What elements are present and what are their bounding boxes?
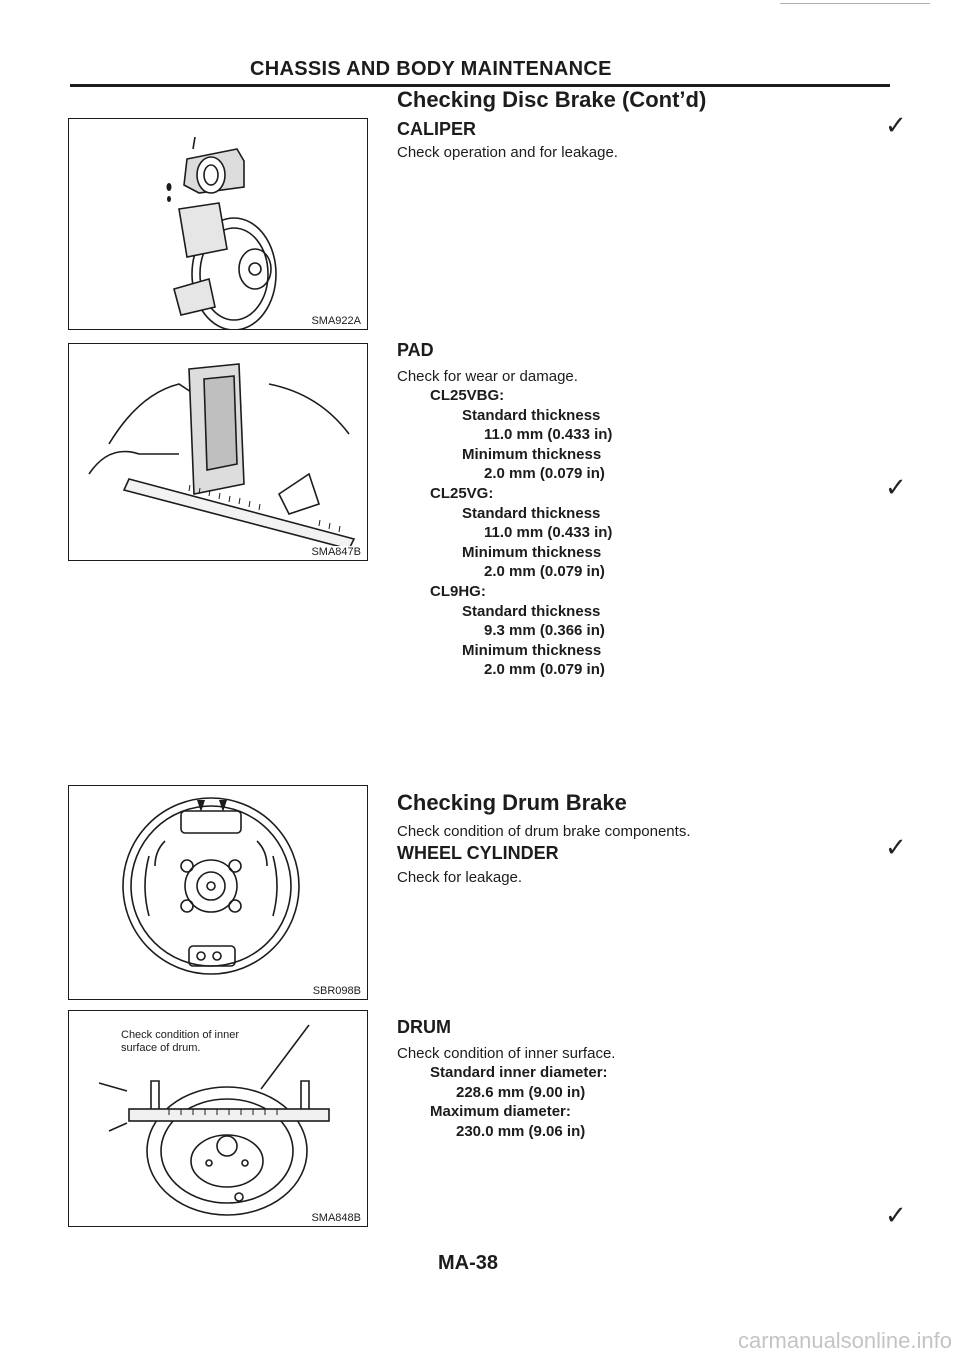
drum-brake-text: Check condition of drum brake components. [397, 823, 691, 840]
drum-spec-value: 228.6 mm (9.00 in) [456, 1083, 586, 1101]
spec-value: 2.0 mm (0.079 in) [484, 465, 605, 483]
spec-value: 11.0 mm (0.433 in) [484, 524, 613, 542]
spec-model-label: CL25VBG: [430, 387, 505, 404]
pad-measurement-illustration [69, 344, 367, 560]
check-tick-icon: ✓ [885, 110, 907, 140]
disc-brake-title: Checking Disc Brake (Cont’d) [397, 87, 707, 112]
figure-pad [68, 343, 368, 561]
figure-backing-plate [68, 785, 368, 1000]
pad-heading: PAD [397, 340, 434, 360]
page-number: MA-38 [438, 1252, 499, 1274]
caliper-illustration [69, 119, 367, 329]
drum-spec-label: Standard inner diameter: [430, 1064, 608, 1081]
check-tick-icon: ✓ [885, 832, 907, 862]
spec-value: 9.3 mm (0.366 in) [484, 622, 605, 640]
drum-brake-title: Checking Drum Brake [397, 790, 627, 815]
spec-model-label: CL9HG: [430, 583, 486, 600]
spec-label: Minimum thickness [462, 445, 602, 463]
spec-label: Standard thickness [462, 406, 601, 424]
figure-drum [68, 1010, 368, 1227]
figure-code: SBR098B [312, 985, 361, 997]
backing-plate-illustration [69, 786, 367, 999]
drum-heading: DRUM [397, 1017, 451, 1037]
figure-code: SMA847B [311, 546, 361, 558]
spec-value: 11.0 mm (0.433 in) [484, 426, 613, 444]
spec-value: 2.0 mm (0.079 in) [484, 563, 605, 581]
figure-callout-line1: Check condition of inner [121, 1029, 240, 1041]
drum-spec-value: 230.0 mm (9.06 in) [456, 1122, 586, 1140]
wheel-cylinder-text: Check for leakage. [397, 869, 523, 886]
caliper-heading: CALIPER [397, 119, 477, 139]
spec-label: Minimum thickness [462, 543, 602, 561]
figure-caliper [68, 118, 368, 330]
spec-label: Minimum thickness [462, 641, 602, 659]
spec-label: Standard thickness [462, 602, 601, 620]
figure-callout-line2: surface of drum. [121, 1042, 201, 1054]
caliper-text: Check operation and for leakage. [397, 144, 618, 161]
spec-value: 2.0 mm (0.079 in) [484, 661, 605, 679]
drum-measurement-illustration [69, 1011, 367, 1226]
figure-code: SMA848B [311, 1212, 361, 1224]
section-header-title: CHASSIS AND BODY MAINTENANCE [250, 58, 612, 80]
drum-spec-label: Maximum diameter: [430, 1103, 571, 1121]
scan-edge-line [780, 3, 930, 4]
check-tick-icon: ✓ [885, 472, 907, 502]
drum-text: Check condition of inner surface. [397, 1045, 616, 1062]
figure-code: SMA922A [311, 315, 361, 327]
pad-text: Check for wear or damage. [397, 368, 578, 385]
spec-label: Standard thickness [462, 504, 601, 522]
wheel-cylinder-heading: WHEEL CYLINDER [397, 843, 559, 863]
watermark: carmanualsonline.info [737, 1328, 952, 1353]
spec-model-label: CL25VG: [430, 485, 494, 502]
check-tick-icon: ✓ [885, 1200, 907, 1230]
